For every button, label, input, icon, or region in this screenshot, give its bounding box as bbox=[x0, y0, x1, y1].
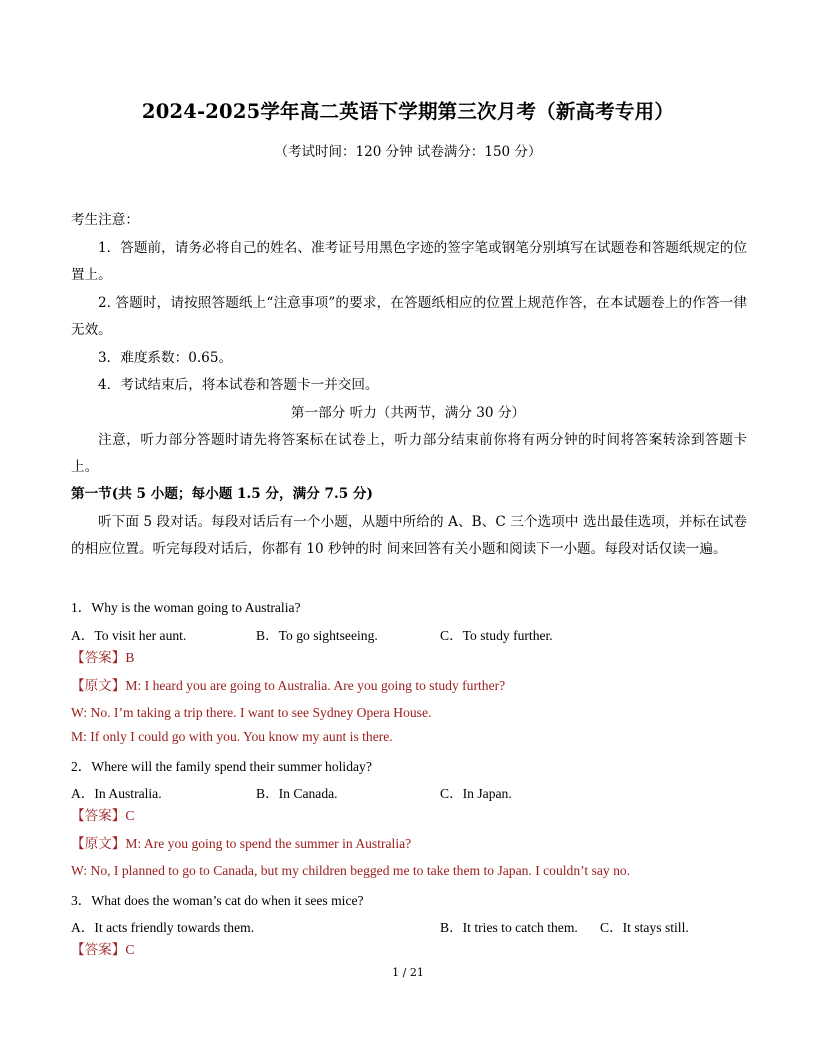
question-stem: 1．Why is the woman going to Australia? bbox=[71, 600, 301, 615]
answer-line bbox=[71, 645, 134, 671]
option-a: A．It acts friendly towards them. bbox=[71, 920, 255, 935]
notice-item: 1．答题前，请务必将自己的姓名、准考证号用黑色字迹的签字笔或钢笔分别填写在试题卷和答题纸规定的位置上。 bbox=[71, 240, 747, 283]
notice-heading: 考生注意： bbox=[71, 212, 139, 228]
answer-tag: 【答案】 bbox=[71, 942, 126, 958]
part1-note: 注意，听力部分答题时请先将答案标在试卷上，听力部分结束前你将有两分钟的时间将答案转涂到答题卡上。 bbox=[71, 432, 747, 475]
option-a: A．In Australia. bbox=[71, 786, 162, 801]
part1-heading: 第一部分 听力（共两节，满分 30 分） bbox=[290, 405, 526, 421]
answer-tag: 【答案】 bbox=[71, 808, 126, 824]
transcript-tag: 【原文】 bbox=[71, 836, 126, 852]
notice-item: 4．考试结束后，将本试卷和答题卡一并交回。 bbox=[98, 377, 379, 393]
option-b: B．To go sightseeing. bbox=[256, 628, 378, 643]
transcript-text: W: No, I planned to go to Canada, but my children begged me to take them to Japan. I couldn’t say no. bbox=[71, 863, 631, 878]
transcript-text: M: I heard you are going to Australia. Are you going to study further? bbox=[125, 678, 506, 693]
exam-info: （考试时间：120 分钟 试卷满分：150 分） bbox=[274, 144, 542, 160]
answer-value: B bbox=[125, 650, 135, 665]
transcript-line bbox=[71, 831, 411, 857]
answer-value: C bbox=[125, 808, 135, 823]
transcript-text: W: No. I’m taking a trip there. I want to see Sydney Opera House. bbox=[71, 705, 432, 720]
answer-line bbox=[71, 803, 134, 829]
transcript-line bbox=[71, 673, 505, 699]
transcript-text: M: Are you going to spend the summer in Australia? bbox=[125, 836, 412, 851]
page-number: 1 / 21 bbox=[392, 966, 424, 979]
question-stem: 2．Where will the family spend their summer holiday? bbox=[71, 759, 372, 774]
answer-tag: 【答案】 bbox=[71, 650, 126, 666]
transcript-tag: 【原文】 bbox=[71, 678, 126, 694]
option-b: B．In Canada. bbox=[256, 786, 338, 801]
answer-value: C bbox=[125, 942, 135, 957]
option-c: C．In Japan. bbox=[440, 786, 512, 801]
page-title: 2024-2025学年高二英语下学期第三次月考（新高考专用） bbox=[141, 100, 675, 123]
option-b: B．It tries to catch them. bbox=[440, 920, 578, 935]
answer-line bbox=[71, 937, 134, 963]
option-c: C．To study further. bbox=[440, 628, 553, 643]
option-c: C．It stays still. bbox=[600, 920, 689, 935]
notice-item: 2. 答题时，请按照答题纸上“注意事项”的要求，在答题纸相应的位置上规范作答，在本试题卷上的作答一律无效。 bbox=[71, 295, 747, 338]
section1-instructions: 听下面 5 段对话。每段对话后有一个小题，从题中所给的 A、B、C 三个选项中 选出最佳选项，并标在试卷的相应位置。听完每段对话后，你都有 10 秒钟的时 间来回答有关小题和阅读下一小题。每段对话仅读一遍。 bbox=[71, 514, 747, 557]
option-a: A．To visit her aunt. bbox=[71, 628, 187, 643]
transcript-text: M: If only I could go with you. You know my aunt is there. bbox=[71, 729, 393, 744]
notice-item: 3．难度系数：0.65。 bbox=[98, 350, 233, 366]
section1-heading: 第一节(共 5 小题；每小题 1.5 分，满分 7.5 分) bbox=[71, 486, 373, 502]
question-stem: 3．What does the woman’s cat do when it sees mice? bbox=[71, 893, 364, 908]
